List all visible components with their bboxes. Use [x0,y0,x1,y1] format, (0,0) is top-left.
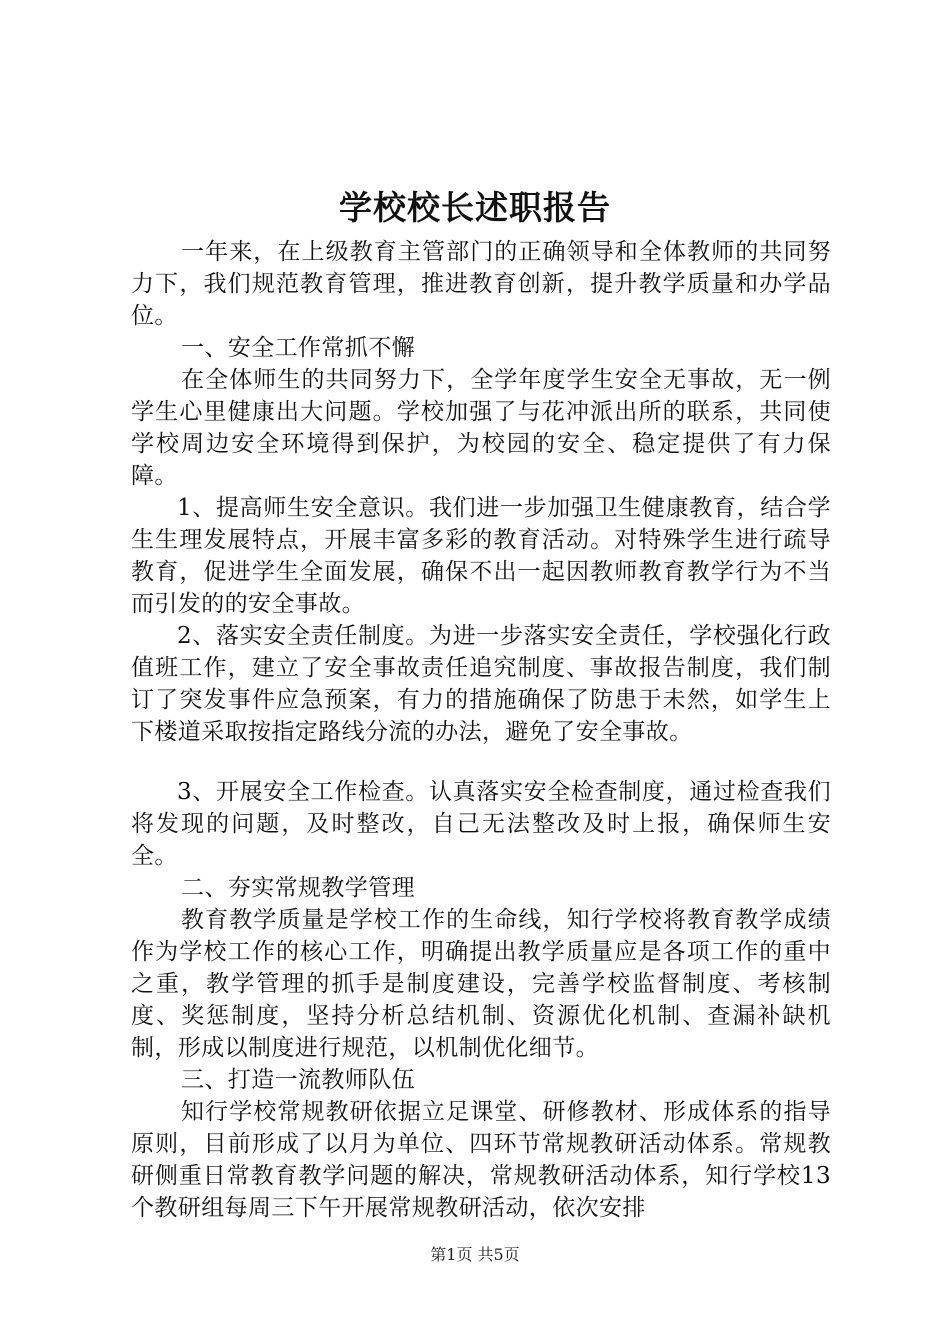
section-heading-safety: 一、安全工作常抓不懈 [181,335,415,361]
document-body [131,236,831,1224]
document-title: 学校校长述职报告 [339,188,611,227]
intro-paragraph: 一年来，在上级教育主管部门的正确领导和全体教师的共同努力下，我们规范教育管理，推进教育创新，提升教学质量和办学品位。 [131,239,831,329]
safety-paragraph: 在全体师生的共同努力下，全学年度学生安全无事故，无一例学生心里健康出大问题。学校加强了与花冲派出所的联系，共同使学校周边安全环境得到保护，为校园的安全、稳定提供了有力保障。 [131,367,831,489]
safety-item-3: 3、开展安全工作检查。认真落实安全检查制度，通过检查我们将发现的问题，及时整改，自己无法整改及时上报，确保师生安全。 [131,779,831,869]
safety-item-2: 2、落实安全责任制度。为进一步落实安全责任，学校强化行政值班工作，建立了安全事故责任追究制度、事故报告制度，我们制订了突发事件应急预案，有力的措施确保了防患于未然，如学生上下楼道采取按指定路线分流的办法，避免了安全事故。 [131,623,831,745]
section-heading-teachers: 三、打造一流教师队伍 [181,1067,415,1093]
safety-item-1: 1、提高师生安全意识。我们进一步加强卫生健康教育，结合学生生理发展特点，开展丰富多彩的教育活动。对特殊学生进行疏导教育，促进学生全面发展，确保不出一起因教师教育教学行为不当而引发的的安全事故。 [131,495,831,617]
teaching-paragraph: 教育教学质量是学校工作的生命线，知行学校将教育教学成绩作为学校工作的核心工作，明确提出教学质量应是各项工作的重中之重，教学管理的抓手是制度建设，完善学校监督制度、考核制度、奖惩制度，坚持分析总结机制、资源优化机制、查漏补缺机制，形成以制度进行规范，以机制优化细节。 [131,907,831,1061]
teachers-paragraph: 知行学校常规教研依据立足课堂、研修教材、形成体系的指导原则，目前形成了以月为单位、四环节常规教研活动体系。常规教研侧重日常教育教学问题的解决，常规教研活动体系，知行学校13个教研组每周三下午开展常规教研活动，依次安排 [131,1099,831,1221]
section-heading-teaching: 二、夯实常规教学管理 [181,875,415,901]
paragraph-gap [131,748,831,776]
page-footer: 第1页 共5页 [430,1245,520,1264]
